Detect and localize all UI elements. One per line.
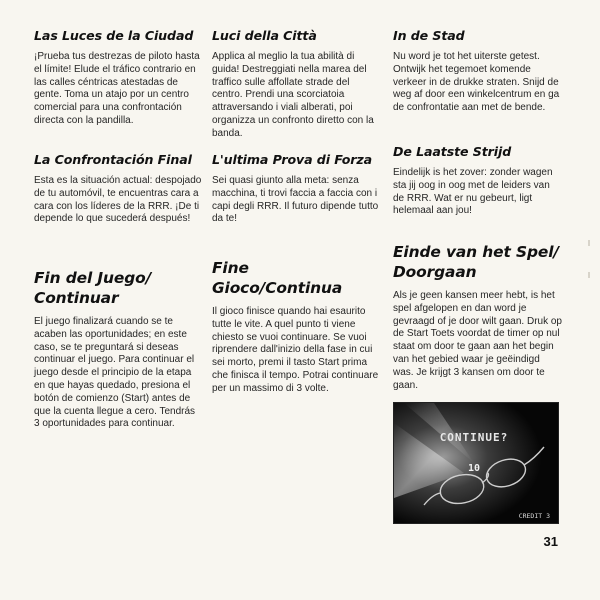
section-body: Nu word je tot het uiterste getest. Ontwijk het tegemoet komende verkeer in de drukke straten. Snijd de weg af door een winkelcentrum en ga de confrontatie aan met de bende. bbox=[393, 51, 560, 114]
section-heading: In de Stad bbox=[393, 28, 465, 43]
section-heading: Fine Gioco/Continua bbox=[212, 259, 343, 297]
section-heading: Luci della Città bbox=[212, 28, 317, 43]
page-number: 31 bbox=[543, 534, 558, 549]
section-body: Esta es la situación actual: despojado de tu automóvil, te encuentras cara a cara con los líderes de la RRR. ¡De ti depende lo que sucederá después! bbox=[34, 175, 202, 225]
section-game-over-it bbox=[212, 258, 380, 396]
credit-counter: CREDIT 3 bbox=[518, 512, 550, 520]
section-body: Sei quasi giunto alla meta: senza macchina, ti trovi faccia a faccia con i capi degli RRR. Il futuro dipende tutto da te! bbox=[212, 175, 379, 225]
section-body: Eindelijk is het zover: zonder wagen sta jij oog in oog met de leiders van de RRR. Wat er nu gebeurt, ligt helemaal aan jou! bbox=[393, 167, 553, 217]
section-heading: Einde van het Spel/ Doorgaan bbox=[393, 243, 559, 281]
continue-countdown: 10 bbox=[467, 463, 481, 474]
section-heading: L'ultima Prova di Forza bbox=[212, 152, 373, 167]
section-city-lights-es bbox=[34, 28, 202, 128]
section-body: Applica al meglio la tua abilità di guida! Destreggiati nella marea del traffico sulle affollate strade del centro. Prendi una scorciatoia attraversando i viali alberati, poi organizza un confronto diretto con la banda. bbox=[212, 51, 374, 139]
scan-mark bbox=[588, 240, 590, 246]
section-body: Als je geen kansen meer hebt, is het spel afgelopen en dan word je gevraagd of je door wilt gaan. Druk op de Start Toets voordat de timer op nul staat om door te gaan aan het begin van het gebied waar je geëindigd was. Je krijgt 3 kansen om door te gaan. bbox=[393, 290, 562, 391]
section-heading: Las Luces de la Ciudad bbox=[34, 28, 194, 43]
continue-screen-art bbox=[394, 403, 558, 523]
section-final-confrontation-es bbox=[34, 152, 202, 226]
continue-screenshot bbox=[393, 402, 559, 524]
section-last-battle-nl bbox=[393, 144, 563, 218]
section-final-test-it bbox=[212, 152, 380, 226]
section-game-over-es bbox=[34, 268, 202, 431]
section-city-nl bbox=[393, 28, 563, 115]
section-heading: Fin del Juego/ Continuar bbox=[34, 269, 152, 307]
section-city-lights-it bbox=[212, 28, 380, 141]
section-body: Il gioco finisce quando hai esaurito tutte le vite. A quel punto ti viene chiesto se vuoi continuare. Se vuoi riprendere dall'inizio della fase in cui sei morto, premi il tasto Start prima che finisca il tempo. Potrai continuare per un massimo di 3 volte. bbox=[212, 306, 379, 394]
section-heading: De Laatste Strijd bbox=[393, 144, 512, 159]
continue-prompt: CONTINUE? bbox=[439, 431, 509, 444]
section-body: ¡Prueba tus destrezas de piloto hasta el límite! Elude el tráfico contrario en las calles céntricas atestadas de gente. Toma un atajo por un centro comercial para una confrontación directa con la pandilla. bbox=[34, 51, 200, 126]
section-game-over-nl bbox=[393, 242, 563, 392]
section-body: El juego finalizará cuando se te acaben las oportunidades; en este caso, se te preguntará si deseas continuar el juego. Para continuar el juego desde el principio de la etapa en que hayas quedado, presiona el botón de comienzo (Start) antes de que la cuenta llegue a cero. Tendrás 3 oportunidades para continuar. bbox=[34, 316, 196, 430]
scan-mark bbox=[588, 272, 590, 278]
section-heading: La Confrontación Final bbox=[34, 152, 192, 167]
